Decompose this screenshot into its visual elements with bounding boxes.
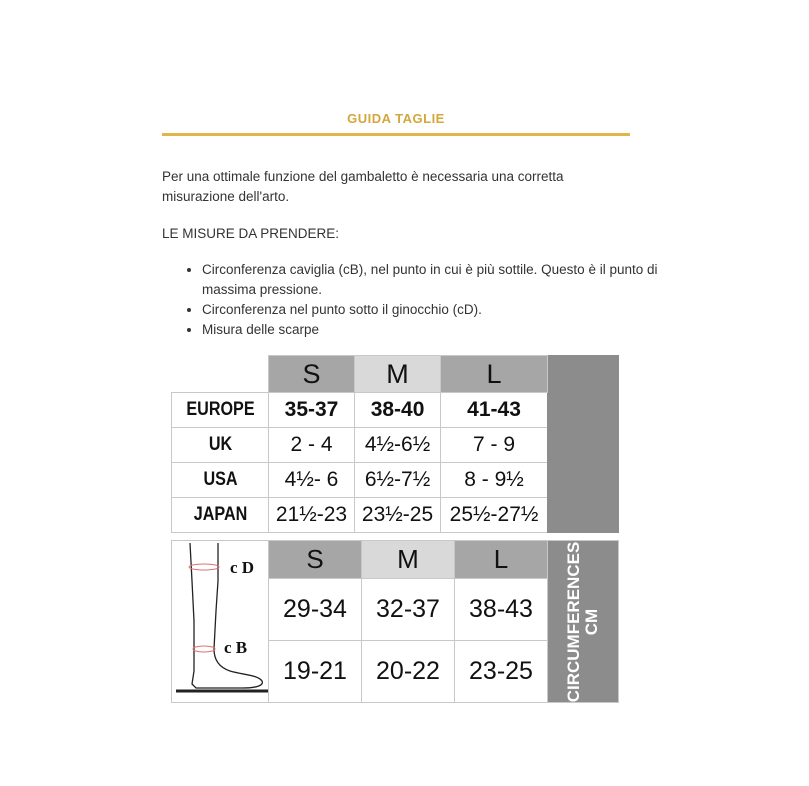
table-corner [172, 356, 269, 393]
table-cell: 23½-25 [355, 498, 441, 533]
side-label-line2: CM [582, 608, 601, 635]
size-header-l: L [441, 356, 548, 393]
table-cell: 32-37 [362, 578, 455, 640]
table-cell: 19-21 [269, 640, 362, 702]
table-cell: 20-22 [362, 640, 455, 702]
table-cell: 23-25 [455, 640, 548, 702]
list-item: • Circonferenza caviglia (cB), nel punto in cui è più sottile. Questo è il punto di massima pressione. [202, 260, 672, 300]
table-cell: 7 - 9 [441, 428, 548, 463]
measures-list [162, 260, 672, 340]
row-label-usa: USA [179, 463, 261, 498]
circumference-table [171, 540, 619, 703]
leg-diagram-icon [172, 541, 268, 697]
size-header-l: L [455, 541, 548, 579]
row-label-europe: EUROPE [179, 393, 261, 428]
table-cell: 29-34 [269, 578, 362, 640]
cb-label: c B [224, 638, 248, 657]
size-conversion-table [171, 355, 619, 533]
table-cell: 38-43 [455, 578, 548, 640]
list-item: • Misura delle scarpe [202, 320, 672, 340]
list-item: • Circonferenza nel punto sotto il ginocchio (cD). [202, 300, 672, 320]
measures-subtitle: LE MISURE DA PRENDERE: [162, 226, 340, 241]
title-underline [162, 133, 630, 136]
side-label-line1: CIRCUMFERENCES [564, 541, 583, 702]
table-cell: 8 - 9½ [441, 463, 548, 498]
table-cell: 2 - 4 [269, 428, 355, 463]
size-header-s: S [269, 356, 355, 393]
table-cell: 4½- 6 [269, 463, 355, 498]
size-header-m: M [355, 356, 441, 393]
table-side-bar [548, 356, 619, 533]
size-header-s: S [269, 541, 362, 579]
table-cell: 38-40 [355, 393, 441, 428]
intro-paragraph: Per una ottimale funzione del gambaletto è necessaria una corretta misurazione dell'arto. [162, 169, 564, 204]
table-cell: 6½-7½ [355, 463, 441, 498]
circumferences-side-label [548, 541, 619, 703]
table-cell: 21½-23 [269, 498, 355, 533]
row-label-japan: JAPAN [179, 498, 261, 533]
table-cell: 25½-27½ [441, 498, 548, 533]
row-label-uk: UK [179, 428, 261, 463]
table-cell: 41-43 [441, 393, 548, 428]
table-cell: 35-37 [269, 393, 355, 428]
table-cell: 4½-6½ [355, 428, 441, 463]
leg-diagram-cell [172, 541, 269, 703]
page-title: GUIDA TAGLIE [347, 111, 445, 126]
size-header-m: M [362, 541, 455, 579]
cd-label: c D [230, 558, 255, 577]
